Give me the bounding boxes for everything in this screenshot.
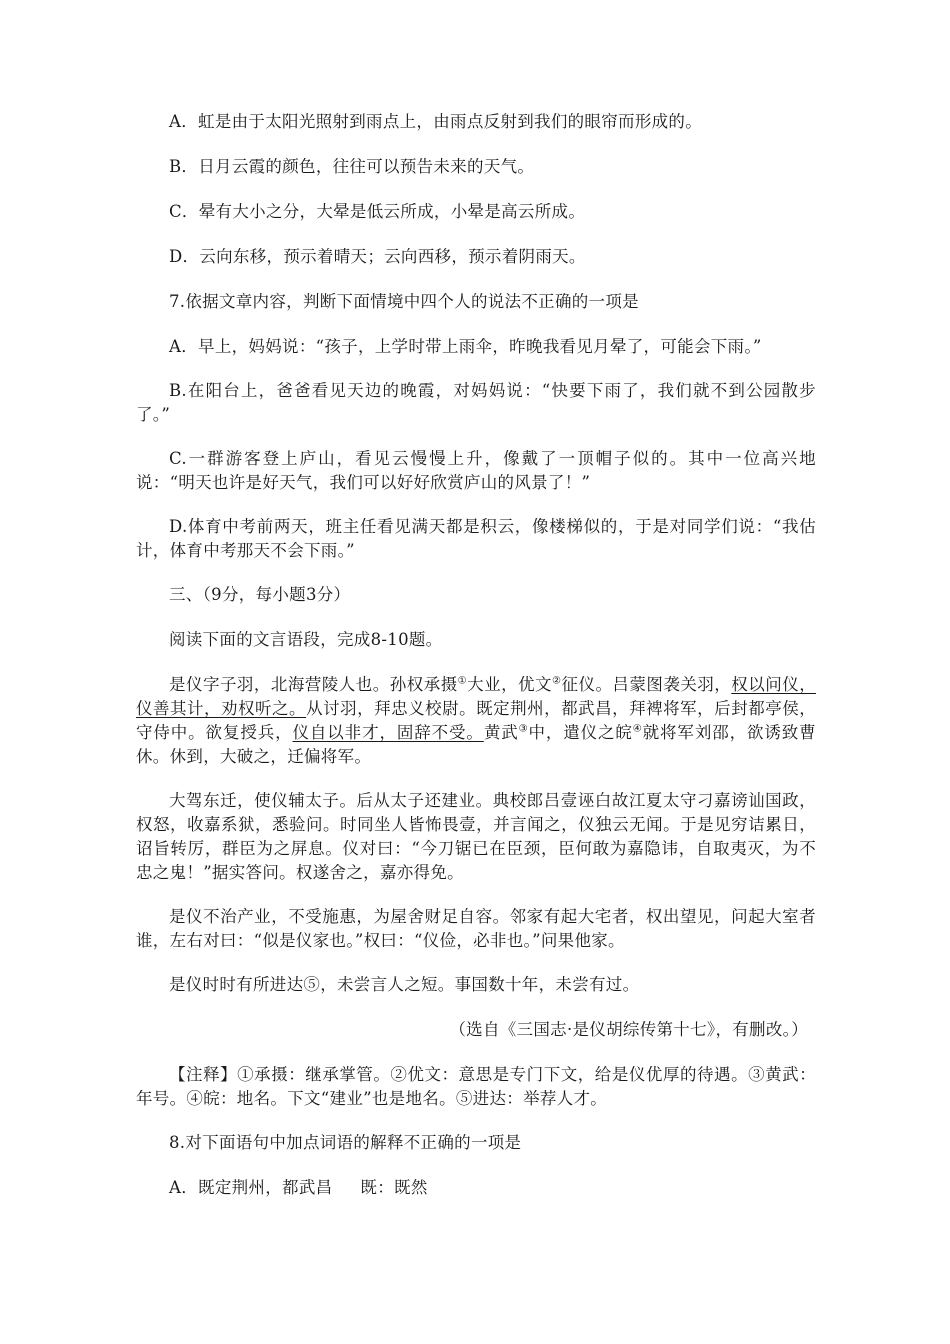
underlined-sentence-1: 权以问仪，仪善其计，劝权听之。 — [136, 675, 817, 718]
passage-text: 大业，优文 — [467, 675, 553, 694]
q7-option-b: B.在阳台上，爸爸看见天边的晚霞，对妈妈说：“快要下雨了，我们就不到公园散步了。” — [136, 381, 816, 424]
passage-text: 从讨羽，拜忠义校尉。既定荆州，都武昌，拜裨将军，后封都亭侯，守侍中。欲复授兵， — [136, 699, 817, 742]
q6-option-c: C．晕有大小之分，大晕是低云所成，小晕是高云所成。 — [169, 202, 586, 221]
q6-option-b: B．日月云霞的颜色，往往可以预告未来的天气。 — [169, 157, 535, 176]
q6-option-a: A．虹是由于太阳光照射到雨点上，由雨点反射到我们的眼帘而形成的。 — [169, 112, 703, 131]
q8-stem: 8.对下面语句中加点词语的解释不正确的一项是 — [169, 1133, 522, 1152]
passage-text: 就将军刘邵，欲诱致曹休。休到，大破之，迁偏将军。 — [136, 723, 816, 766]
q7-option-c: C.一群游客登上庐山，看见云慢慢上升，像戴了一顶帽子似的。其中一位高兴地说：“明天也许是好天气，我们可以好好欣赏庐山的风景了！” — [136, 449, 816, 492]
document-page — [136, 110, 816, 1221]
q6-option-d: D．云向东移，预示着晴天；云向西移，预示着阴雨天。 — [169, 247, 586, 266]
passage-source: （选自《三国志·是仪胡综传第十七》，有删改。） — [449, 1020, 808, 1039]
passage-text: 中，遣仪之皖 — [528, 723, 633, 742]
passage-text: 黄武 — [483, 723, 519, 742]
section-3-instruction: 阅读下面的文言语段，完成8-10题。 — [169, 630, 443, 649]
q7-stem: 7.依据文章内容，判断下面情境中四个人的说法不正确的一项是 — [169, 292, 639, 311]
q7-option-a: A．早上，妈妈说：“孩子，上学时带上雨伞，昨晚我看见月晕了，可能会下雨。” — [169, 337, 762, 356]
q8-option-a — [136, 1176, 816, 1200]
underlined-sentence-2: 仪自以非才，固辞不受。 — [292, 723, 484, 742]
passage-text: 是仪字子羽，北海营陵人也。孙权承摄 — [169, 675, 458, 694]
q7-option-d: D.体育中考前两天，班主任看见满天都是积云，像楼梯似的，于是对同学们说：“我估计，体育中考那天不会下雨。” — [136, 517, 816, 560]
passage-paragraph-3: 是仪不治产业，不受施惠，为屋舍财足自容。邻家有起大宅者，权出望见，问起大室者谁，左右对曰：“似是仪家也。”权曰：“仪俭，必非也。”问果他家。 — [136, 907, 816, 950]
passage-paragraph-1 — [136, 673, 816, 769]
note-marker-4: ④ — [632, 723, 643, 735]
note-marker-3: ③ — [518, 723, 529, 735]
note-marker-1: ① — [457, 675, 468, 687]
passage-paragraph-4: 是仪时时有所进达⑤，未尝言人之短。事国数十年，未尝有过。 — [169, 975, 640, 994]
passage-text: 征仪。吕蒙图袭关羽， — [561, 675, 732, 694]
section-3-heading: 三、（9分，每小题3分） — [169, 585, 351, 604]
passage-notes: 【注释】①承摄：继承掌管。②优文：意思是专门下文，给是仪优厚的待遇。③黄武：年号。④皖：地名。下文“建业”也是地名。⑤进达：举荐人才。 — [136, 1065, 816, 1108]
note-marker-2: ② — [552, 675, 562, 687]
q8-option-a-gloss: 既：既然 — [360, 1178, 428, 1197]
q8-option-a-sentence: A．既定荆州，都武昌 — [169, 1178, 333, 1197]
passage-paragraph-2: 大驾东迁，使仪辅太子。后从太子还建业。典校郎吕壹诬白故江夏太守刁嘉谤讪国政，权怒，收嘉系狱，悉验问。时同坐人皆怖畏壹，并言闻之，仪独云无闻。于是见穷诘累日，诏旨转厉，群臣为之屏息。仪对曰：“今刀锯已在臣颈，臣何敢为嘉隐讳，自取夷灭，为不忠之鬼！”据实答问。权遂舍之，嘉亦得免。 — [136, 791, 816, 882]
